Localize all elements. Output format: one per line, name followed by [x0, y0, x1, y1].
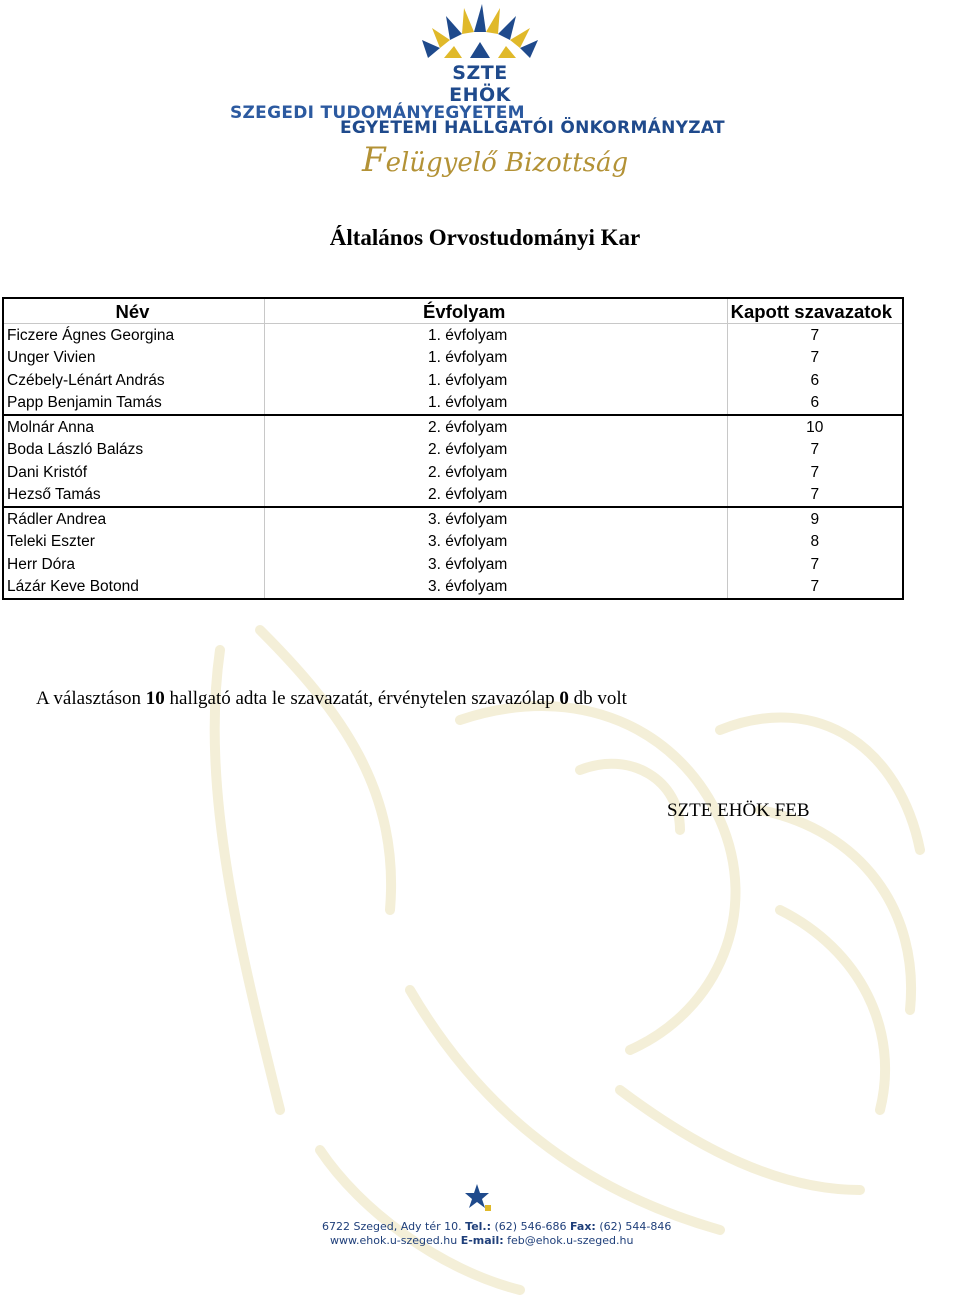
cell-year: 2. évfolyam: [265, 484, 728, 508]
cell-year: 3. évfolyam: [265, 576, 728, 600]
footer-email-link[interactable]: feb@ehok.u-szeged.hu: [503, 1234, 634, 1247]
election-summary: [36, 688, 627, 710]
cell-name: Herr Dóra: [3, 553, 265, 576]
table-row: [3, 484, 903, 508]
table-row: [3, 461, 903, 484]
footer-email-label: E-mail:: [460, 1234, 504, 1247]
table-row: [3, 576, 903, 600]
footer-tel: (62) 546-686: [491, 1220, 571, 1233]
footer-fax: (62) 544-846: [595, 1220, 672, 1233]
cell-year: 2. évfolyam: [265, 461, 728, 484]
committee-name: [362, 140, 628, 180]
footer-address: 6722 Szeged, Ady tér 10.: [322, 1220, 466, 1233]
cell-votes: 8: [810, 533, 820, 551]
cell-votes: 9: [810, 510, 820, 528]
column-header-name: Név: [3, 298, 265, 324]
szte-ehok-logo-icon: [418, 2, 542, 64]
committee-rest: elügyelő Bizottság: [385, 148, 629, 178]
table-row: [3, 324, 903, 347]
cell-name: Boda László Balázs: [3, 439, 265, 462]
cell-votes: 7: [810, 555, 820, 573]
cell-year: 2. évfolyam: [265, 415, 728, 439]
cell-year: 1. évfolyam: [265, 347, 728, 370]
org-line-union: EGYETEMI HALLGATÓI ÖNKORMÁNYZAT: [340, 118, 725, 138]
cell-name: Dani Kristóf: [3, 461, 265, 484]
footer-fax-label: Fax:: [570, 1220, 596, 1233]
brand-name: SZTE EHÖK: [449, 62, 511, 106]
column-header-votes: Kapott szavazatok: [727, 298, 903, 324]
cell-votes: 6: [810, 371, 820, 389]
cell-name: Papp Benjamin Tamás: [3, 392, 265, 416]
cell-votes: 10: [806, 418, 824, 436]
table-row: [3, 553, 903, 576]
table-header-row: [3, 298, 903, 324]
cell-name: Teleki Eszter: [3, 531, 265, 554]
cell-year: 3. évfolyam: [265, 553, 728, 576]
column-header-year: Évfolyam: [265, 298, 728, 324]
header-logo: [0, 0, 960, 190]
cell-year: 3. évfolyam: [265, 507, 728, 531]
table-row: [3, 369, 903, 392]
cell-name: Ficzere Ágnes Georgina: [3, 324, 265, 347]
footer-web-line: [330, 1234, 633, 1247]
table-row: [3, 392, 903, 416]
cell-name: Czébely-Lénárt András: [3, 369, 265, 392]
cell-votes: 7: [810, 441, 820, 459]
table-row: [3, 531, 903, 554]
cell-votes: 7: [810, 326, 820, 344]
cell-name: Molnár Anna: [3, 415, 265, 439]
table-row: [3, 347, 903, 370]
cell-year: 3. évfolyam: [265, 531, 728, 554]
cell-name: Unger Vivien: [3, 347, 265, 370]
cell-year: 1. évfolyam: [265, 369, 728, 392]
star-logo-icon: [464, 1183, 494, 1213]
cell-name: Lázár Keve Botond: [3, 576, 265, 600]
cell-votes: 7: [810, 578, 820, 596]
cell-year: 2. évfolyam: [265, 439, 728, 462]
footer-website-link[interactable]: www.ehok.u-szeged.hu: [330, 1234, 461, 1247]
table-row: [3, 415, 903, 439]
summary-text-3: db volt: [568, 688, 627, 709]
committee-initial: F: [362, 140, 386, 180]
cell-name: Rádler Andrea: [3, 507, 265, 531]
table-row: [3, 439, 903, 462]
cell-votes: 6: [727, 392, 903, 416]
results-table: [2, 297, 904, 600]
cell-name: Hezső Tamás: [3, 484, 265, 508]
cell-year: 1. évfolyam: [265, 392, 728, 416]
footer-contact-line: [322, 1220, 671, 1233]
summary-text-2: hallgató adta le szavazatát, érvénytelen szavazólap: [164, 688, 560, 709]
signature: SZTE EHÖK FEB: [667, 800, 810, 821]
summary-voter-count: 10: [145, 688, 165, 709]
table-row: [3, 507, 903, 531]
faculty-title: Általános Orvostudományi Kar: [329, 225, 641, 250]
org-line-university: SZEGEDI TUDOMÁNYEGYETEM: [230, 103, 525, 123]
summary-invalid-count: 0: [559, 688, 569, 709]
footer-tel-label: Tel.:: [465, 1220, 492, 1233]
cell-votes: 7: [810, 349, 820, 367]
cell-votes: 7: [810, 463, 820, 481]
cell-votes: 7: [727, 484, 903, 508]
cell-year: 1. évfolyam: [265, 324, 728, 347]
summary-text-1: A választáson: [36, 688, 146, 709]
